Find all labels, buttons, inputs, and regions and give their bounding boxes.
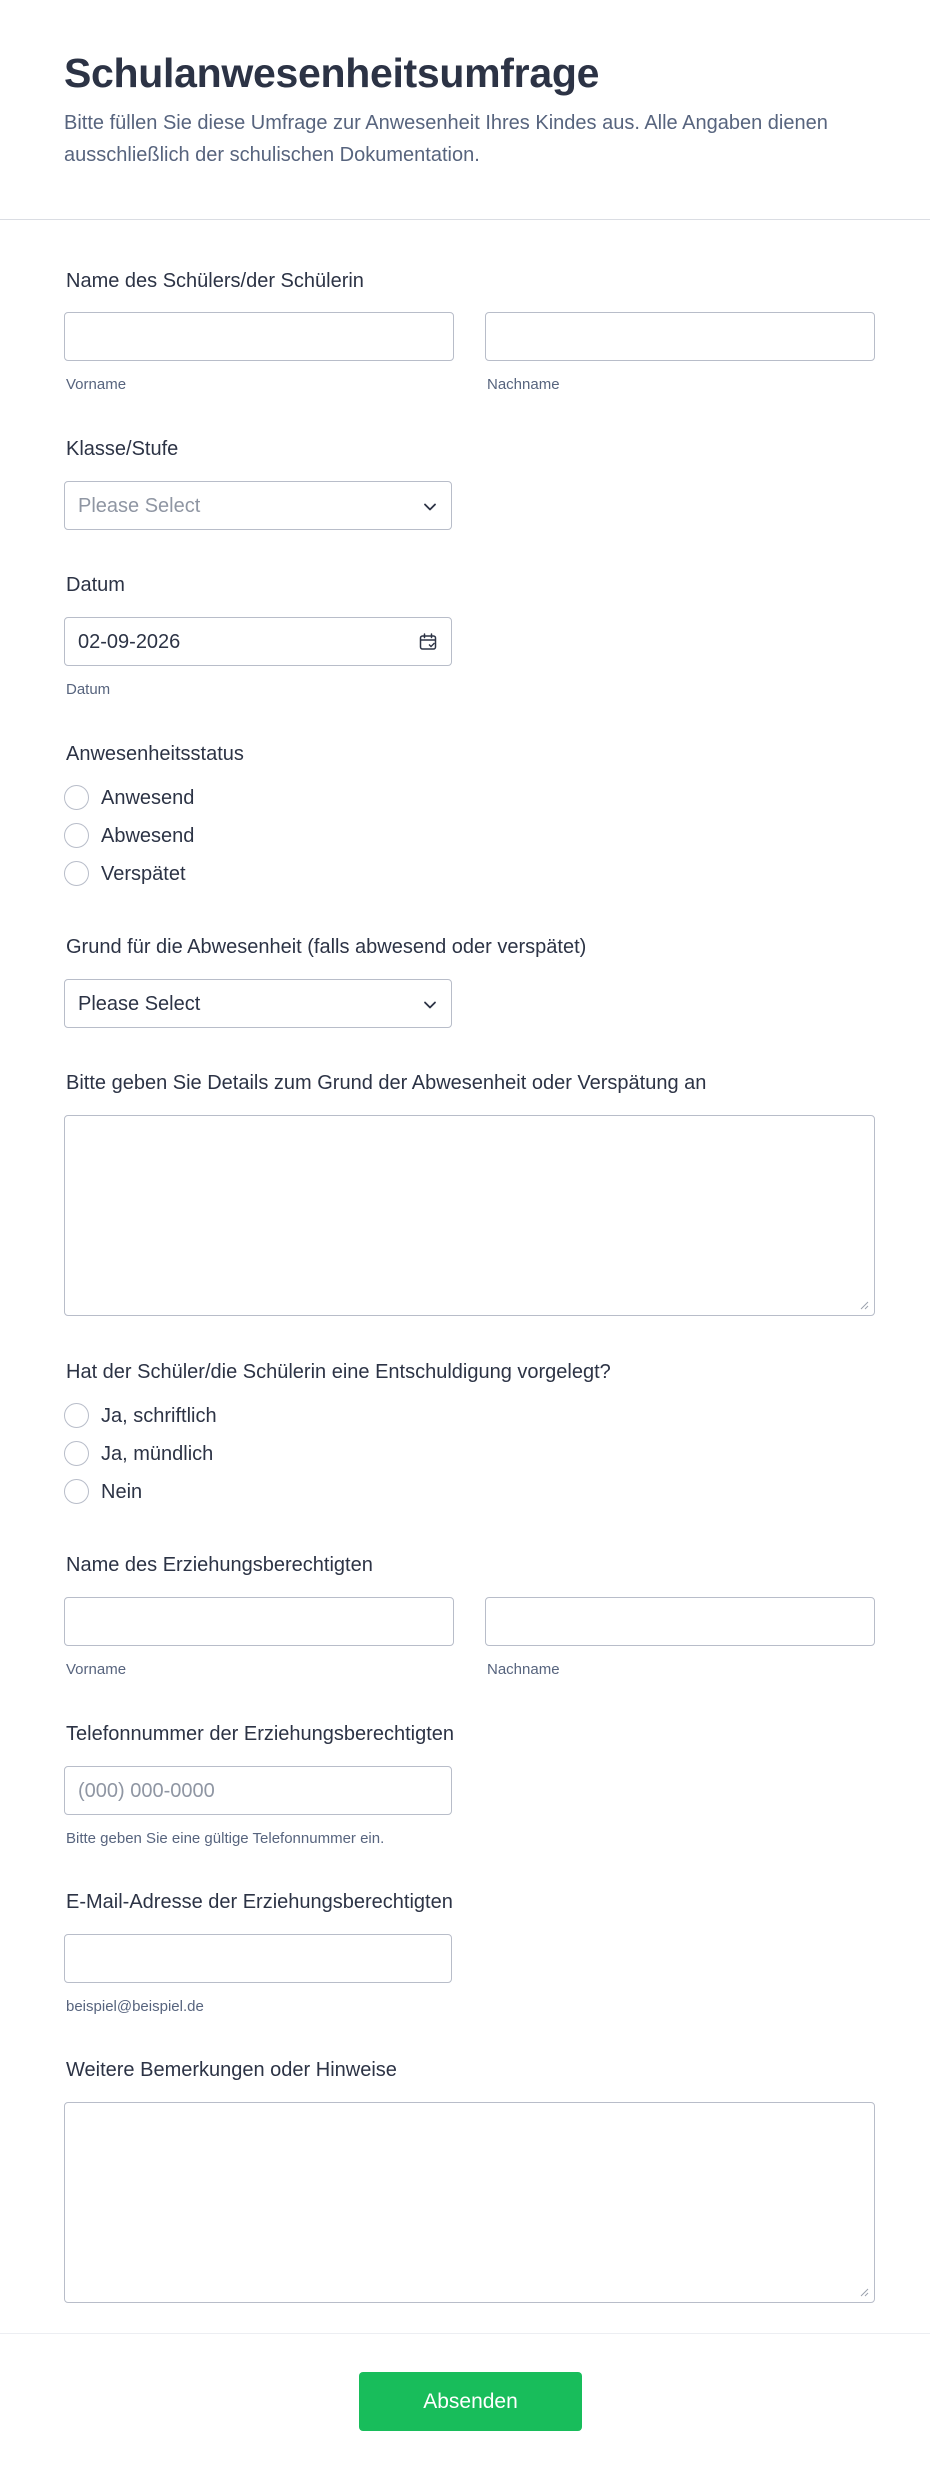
email-sublabel: beispiel@beispiel.de: [66, 1998, 204, 2015]
excuse-option-label: Ja, mündlich: [101, 1443, 214, 1465]
remarks-textarea[interactable]: [64, 2102, 875, 2303]
remarks-label: Weitere Bemerkungen oder Hinweise: [66, 2059, 397, 2081]
grade-select[interactable]: [64, 481, 452, 530]
student-first-name-sublabel: Vorname: [66, 376, 127, 393]
excuse-option-label: Ja, schriftlich: [101, 1405, 217, 1427]
submit-button[interactable]: Absenden: [359, 2372, 582, 2431]
excuse-option-label: Nein: [101, 1481, 143, 1503]
email-label: E-Mail-Adresse der Erziehungsberechtigten: [66, 1891, 453, 1913]
details-label: Bitte geben Sie Details zum Grund der Abwesenheit oder Verspätung an: [66, 1072, 707, 1094]
reason-select-value: Please Select: [78, 993, 201, 1015]
resize-grip-icon[interactable]: [859, 2287, 869, 2297]
radio-button[interactable]: [64, 1479, 89, 1504]
attendance-option-label: Anwesend: [101, 787, 195, 809]
guardian-last-name-sublabel: Nachname: [487, 1661, 560, 1678]
attendance-option-label: Abwesend: [101, 825, 195, 847]
form-description: Bitte füllen Sie diese Umfrage zur Anwesenheit Ihres Kindes aus. Alle Angaben dienen ausschließlich der schulischen Dokumentation.: [64, 112, 828, 166]
guardian-first-name-sublabel: Vorname: [66, 1661, 127, 1678]
guardian-first-name-input[interactable]: [64, 1597, 454, 1646]
reason-select[interactable]: [64, 979, 452, 1028]
student-name-label: Name des Schülers/der Schülerin: [66, 270, 364, 292]
grade-label: Klasse/Stufe: [66, 438, 179, 460]
form-footer: [0, 2333, 930, 2481]
student-last-name-sublabel: Nachname: [487, 376, 560, 393]
date-value: 02-09-2026: [78, 631, 181, 653]
radio-button[interactable]: [64, 785, 89, 810]
date-sublabel: Datum: [66, 681, 111, 698]
guardian-name-label: Name des Erziehungsberechtigten: [66, 1554, 373, 1576]
guardian-last-name-input[interactable]: [485, 1597, 875, 1646]
email-input[interactable]: [64, 1934, 452, 1983]
attendance-option-label: Verspätet: [101, 863, 186, 885]
date-input[interactable]: [64, 617, 452, 666]
chevron-down-icon: [423, 500, 437, 514]
details-textarea[interactable]: [64, 1115, 875, 1316]
chevron-down-icon: [423, 998, 437, 1012]
resize-grip-icon[interactable]: [859, 1300, 869, 1310]
phone-input[interactable]: [64, 1766, 452, 1815]
radio-button[interactable]: [64, 823, 89, 848]
phone-label: Telefonnummer der Erziehungsberechtigten: [66, 1723, 454, 1745]
attendance-label: Anwesenheitsstatus: [66, 743, 244, 765]
phone-placeholder: (000) 000-0000: [78, 1780, 215, 1802]
excuse-label: Hat der Schüler/die Schülerin eine Entschuldigung vorgelegt?: [66, 1361, 611, 1383]
radio-button[interactable]: [64, 861, 89, 886]
date-label: Datum: [66, 574, 125, 596]
form-title: Schulanwesenheitsumfrage: [64, 50, 600, 96]
form-header: [0, 0, 930, 220]
phone-sublabel: Bitte geben Sie eine gültige Telefonnummer ein.: [66, 1830, 385, 1847]
radio-button[interactable]: [64, 1403, 89, 1428]
student-first-name-input[interactable]: [64, 312, 454, 361]
calendar-icon[interactable]: [418, 632, 438, 652]
grade-select-placeholder: Please Select: [78, 495, 201, 517]
student-last-name-input[interactable]: [485, 312, 875, 361]
radio-button[interactable]: [64, 1441, 89, 1466]
reason-label: Grund für die Abwesenheit (falls abwesend oder verspätet): [66, 936, 587, 958]
